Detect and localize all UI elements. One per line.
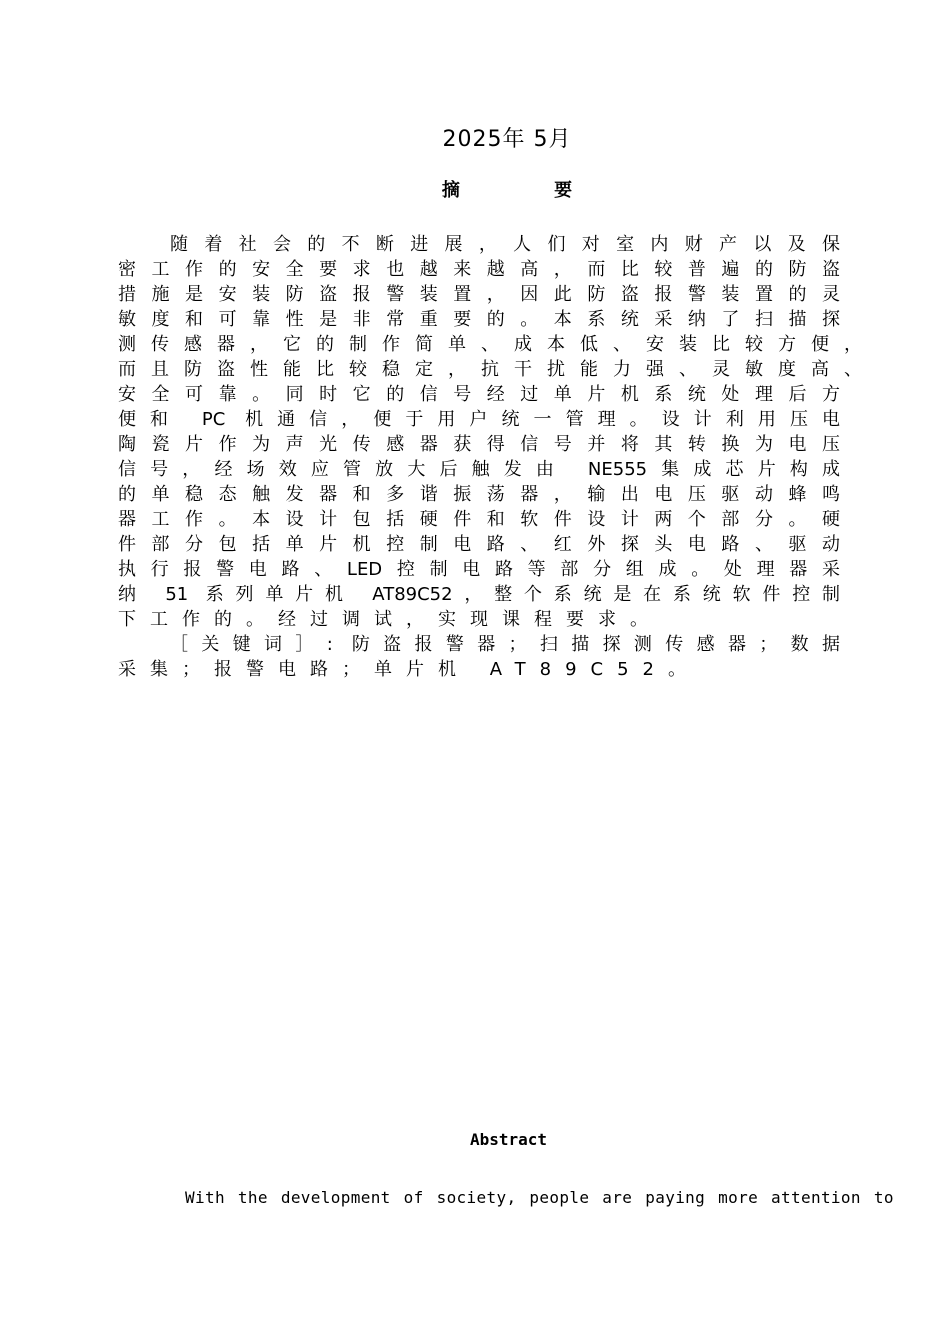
- abstract-cn-line: 随着社会的不断进展，人们对室内财产以及保: [170, 234, 840, 255]
- abstract-cn-line: 下工作的。经过调试，实现课程要求。: [118, 609, 662, 630]
- abstract-cn-line: 纳 51 系列单片机 AT89C52，整个系统是在系统软件控制: [118, 584, 840, 605]
- abstract-cn-line: 安全可靠。同时它的信号经过单片机系统处理后方: [118, 384, 840, 405]
- abstract-cn-line: 测传感器，它的制作简单、成本低、安装比较方便，: [118, 334, 862, 355]
- abstract-cn-line: 密工作的安全要求也越来越高，而比较普遍的防盗: [118, 259, 840, 280]
- abstract-cn-body: [118, 232, 862, 682]
- abstract-cn-line: 执行报警电路、LED控制电路等部分组成。处理器采: [118, 559, 840, 580]
- abstract-cn-line: 敏度和可靠性是非常重要的。本系统采纳了扫描探: [118, 309, 840, 330]
- keywords-line: ［关键词］: 防盗报警器；扫描探测传感器；数据: [170, 634, 840, 655]
- abstract-cn-line: 件部分包括单片机控制电路、红外探头电路、驱动: [118, 534, 840, 555]
- date-line: 2025年 5月: [442, 127, 572, 152]
- abstract-cn-line: 的单稳态触发器和多谐振荡器，输出电压驱动蜂鸣: [118, 484, 840, 505]
- abstract-en-title: Abstract: [470, 1130, 548, 1149]
- abstract-cn-line: 便和 PC 机通信，便于用户统一管理。设计利用压电: [118, 409, 840, 430]
- abstract-cn-line: 信号，经场效应管放大后触发由 NE555集成芯片构成: [118, 459, 840, 480]
- keywords-line: 采集；报警电路；单片机 AT89C52。: [118, 659, 701, 680]
- abstract-cn-line: 而且防盗性能比较稳定，抗干扰能力强、灵敏度高、: [118, 359, 862, 380]
- abstract-cn-line: 陶瓷片作为声光传感器获得信号并将其转换为电压: [118, 434, 840, 455]
- abstract-cn-line: 措施是安装防盗报警装置，因此防盗报警装置的灵: [118, 284, 840, 305]
- abstract-en-first-line: With the development of society, people are paying more attention to: [185, 1188, 894, 1207]
- abstract-cn-title: 摘 要: [441, 180, 617, 201]
- abstract-cn-line: 器工作。本设计包括硬件和软件设计两个部分。硬: [118, 509, 840, 530]
